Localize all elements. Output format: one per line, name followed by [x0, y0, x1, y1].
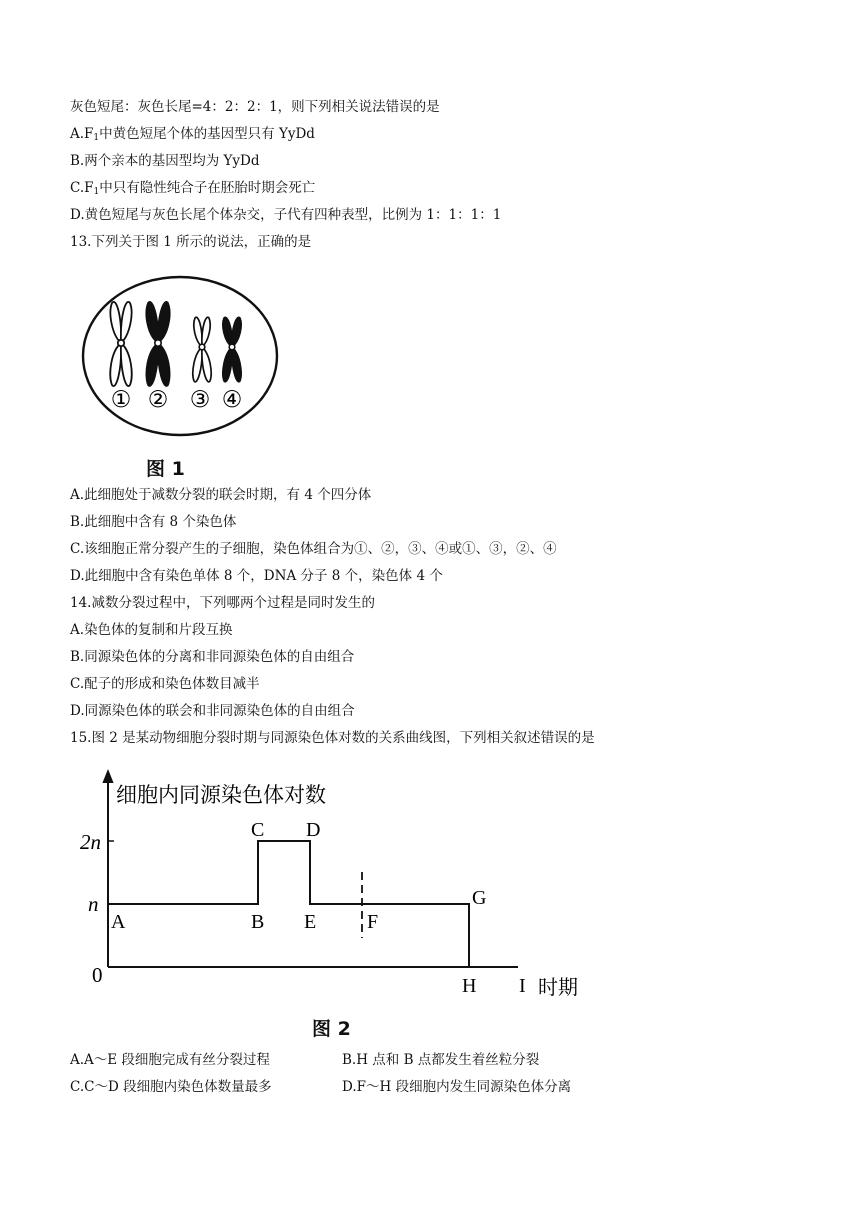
series-line [108, 841, 469, 967]
q12-a-text: 中黄色短尾个体的基因型只有 YyDd [99, 126, 315, 142]
q13-option-a: A.此细胞处于减数分裂的联会时期，有 4 个四分体 [70, 487, 372, 503]
point-label-h: H [462, 975, 477, 997]
chromosome-1 [110, 302, 131, 386]
y-tick-0: 0 [92, 963, 103, 987]
y-tick-2n: 2n [80, 830, 101, 854]
q13-stem: 13.下列关于图 1 所示的说法，正确的是 [70, 234, 312, 250]
q12-option-a [70, 125, 315, 147]
q12-c-prefix: C.F [70, 180, 94, 196]
chromosome-label-3: ③ [189, 387, 211, 413]
q15-option-c: C.C～D 段细胞内染色体数量最多 [70, 1079, 272, 1095]
q14-option-b: B.同源染色体的分离和非同源染色体的自由组合 [70, 649, 355, 665]
q15-option-d: D.F～H 段细胞内发生同源染色体分离 [342, 1079, 572, 1095]
point-label-a: A [111, 911, 126, 933]
q15-stem: 15.图 2 是某动物细胞分裂时期与同源染色体对数的关系曲线图，下列相关叙述错误的是 [70, 730, 595, 746]
chromosome-label-2: ② [147, 387, 169, 413]
q15-option-b: B.H 点和 B 点都发生着丝粒分裂 [342, 1052, 540, 1068]
x-axis-label: 时期 [538, 977, 578, 999]
figure-2-caption: 图 2 [312, 1018, 351, 1040]
y-axis-label: 细胞内同源染色体对数 [116, 783, 326, 807]
q12-option-c [70, 179, 315, 201]
q13-option-c: C.该细胞正常分裂产生的子细胞，染色体组合为①、②，③、④或①、③，②、④ [70, 541, 557, 557]
point-label-c: C [251, 819, 265, 841]
point-label-e: E [304, 911, 317, 933]
q15-option-a: A.A～E 段细胞完成有丝分裂过程 [70, 1052, 270, 1068]
point-label-i: I [519, 975, 526, 997]
point-label-d: D [306, 819, 321, 841]
chromosome-4 [223, 317, 241, 382]
point-label-f: F [367, 911, 379, 933]
q12-c-text: 中只有隐性纯合子在胚胎时期会死亡 [99, 180, 316, 196]
q14-stem: 14.减数分裂过程中，下列哪两个过程是同时发生的 [70, 595, 375, 611]
chromosome-label-4: ④ [221, 387, 243, 413]
chromosome-3 [193, 317, 211, 382]
figure-1-caption: 图 1 [146, 458, 185, 480]
q13-option-d: D.此细胞中含有染色单体 8 个，DNA 分子 8 个，染色体 4 个 [70, 568, 443, 584]
q12-option-d: D.黄色短尾与灰色长尾个体杂交，子代有四种表型，比例为 1：1：1：1 [70, 207, 502, 223]
chromosome-label-1: ① [110, 387, 132, 413]
q14-option-d: D.同源染色体的联会和非同源染色体的自由组合 [70, 703, 355, 719]
figure-1-cell [80, 275, 280, 440]
q12-stem-end: 灰色短尾：灰色长尾=4：2：2：1，则下列相关说法错误的是 [70, 99, 440, 115]
y-tick-n: n [88, 892, 99, 916]
q12-a-prefix: A.F [70, 126, 94, 142]
q12-c-subscript: 1 [93, 187, 100, 197]
q12-a-subscript: 1 [93, 133, 100, 143]
point-label-g: G [472, 887, 487, 909]
point-label-b: B [251, 911, 265, 933]
chromosome-2 [146, 302, 169, 386]
q12-option-b: B.两个亲本的基因型均为 YyDd [70, 153, 260, 169]
figure-2-chart [78, 768, 598, 1002]
q13-option-b: B.此细胞中含有 8 个染色体 [70, 514, 237, 530]
q14-option-c: C.配子的形成和染色体数目减半 [70, 676, 260, 692]
q14-option-a: A.染色体的复制和片段互换 [70, 622, 233, 638]
